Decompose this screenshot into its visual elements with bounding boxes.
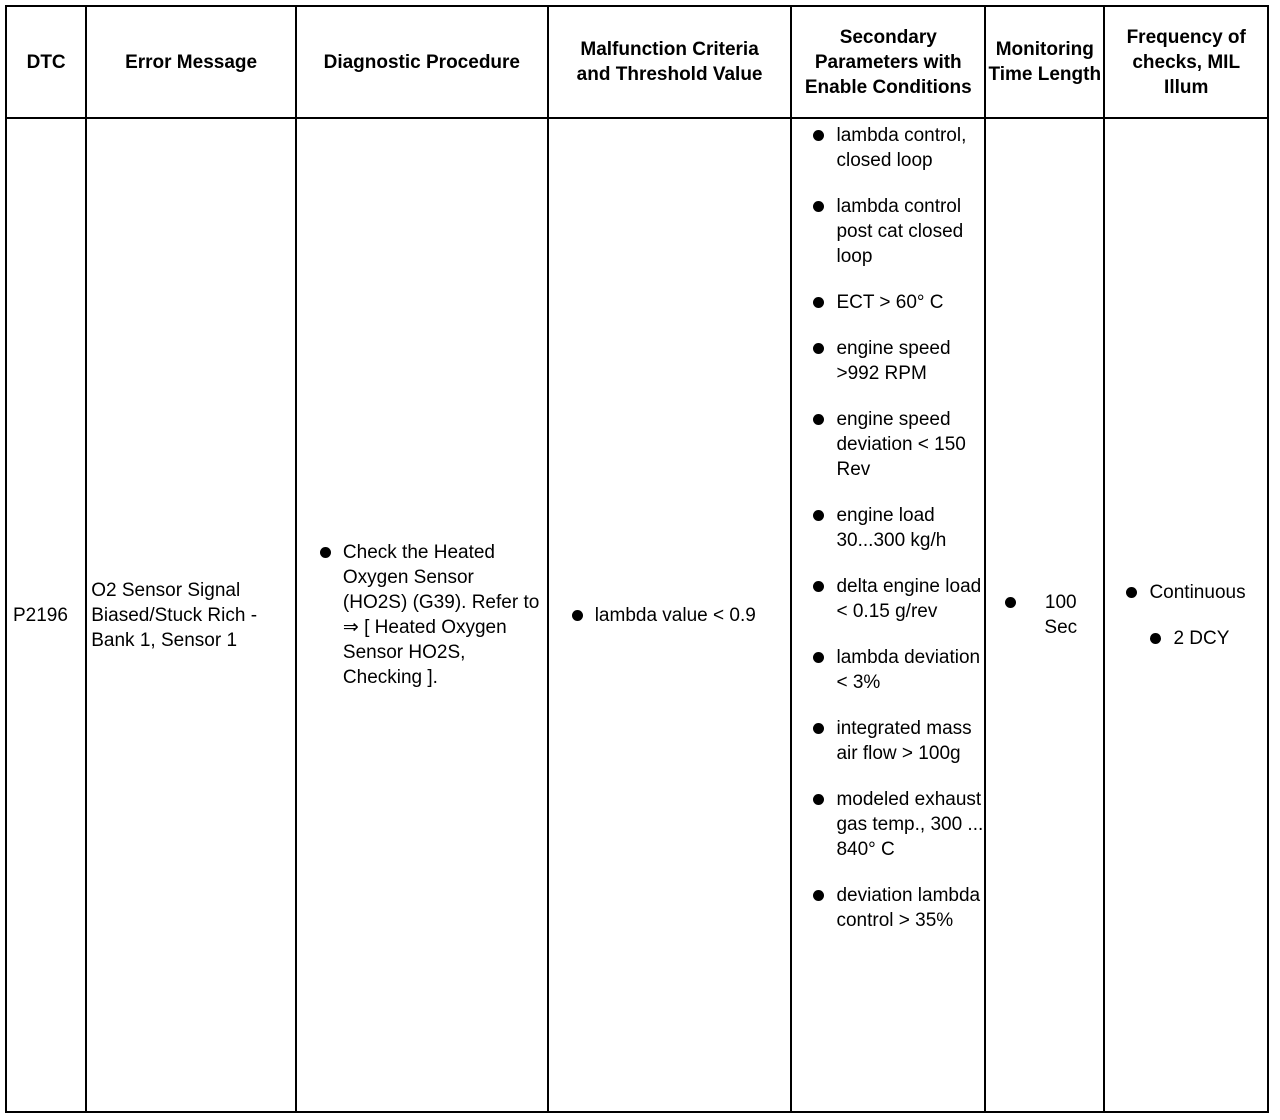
table-row (6, 118, 1268, 1112)
secondary-parameters-cell (791, 118, 985, 1112)
secondary-parameter-item: lambda deviation < 3% (810, 645, 984, 695)
table-header-row (6, 6, 1268, 118)
frequency-cell (1104, 118, 1268, 1112)
secondary-parameter-item: engine speed >992 RPM (810, 336, 984, 386)
header-error-message: Error Message (86, 6, 296, 118)
dtc-table (5, 5, 1269, 1113)
malfunction-criteria-list (549, 603, 791, 628)
frequency-item: 2 DCY (1147, 626, 1267, 651)
diagnostic-procedure-cell (296, 118, 548, 1112)
secondary-parameter-item: engine speed deviation < 150 Rev (810, 407, 984, 482)
header-dtc: DTC (6, 6, 86, 118)
frequency-list (1105, 580, 1267, 651)
secondary-parameter-item: delta engine load < 0.15 g/rev (810, 574, 984, 624)
secondary-parameter-item: modeled exhaust gas temp., 300 ... 840° C (810, 787, 984, 862)
secondary-parameter-item: engine load 30...300 kg/h (810, 503, 984, 553)
dtc-code: P2196 (6, 118, 86, 1112)
secondary-parameter-item: integrated mass air flow > 100g (810, 716, 984, 766)
malfunction-criteria-item: lambda value < 0.9 (569, 603, 791, 628)
header-secondary-parameters: Secondary Parameters with Enable Conditions (791, 6, 985, 118)
monitoring-time-cell (985, 118, 1104, 1112)
secondary-parameter-item: lambda control post cat closed loop (810, 194, 984, 269)
header-monitoring-time: Monitoring Time Length (985, 6, 1104, 118)
secondary-parameter-item: ECT > 60° C (810, 290, 984, 315)
header-malfunction-criteria: Malfunction Criteria and Threshold Value (548, 6, 792, 118)
secondary-parameter-item: deviation lambda control > 35% (810, 883, 984, 933)
diagnostic-procedure-list (297, 540, 547, 690)
monitoring-time-list (986, 590, 1103, 640)
monitoring-time-item: 100 Sec (1002, 590, 1103, 640)
error-message: O2 Sensor Signal Biased/Stuck Rich - Bank 1, Sensor 1 (86, 118, 296, 1112)
secondary-parameter-item: lambda control, closed loop (810, 123, 984, 173)
header-diagnostic-procedure: Diagnostic Procedure (296, 6, 548, 118)
frequency-item: Continuous (1123, 580, 1267, 605)
secondary-parameters-list (792, 119, 984, 933)
header-frequency: Frequency of checks, MIL Illum (1104, 6, 1268, 118)
diagnostic-procedure-item: Check the Heated Oxygen Sensor (HO2S) (G39). Refer to ⇒ [ Heated Oxygen Sensor HO2S, Checking ]. (317, 540, 541, 690)
malfunction-criteria-cell (548, 118, 792, 1112)
